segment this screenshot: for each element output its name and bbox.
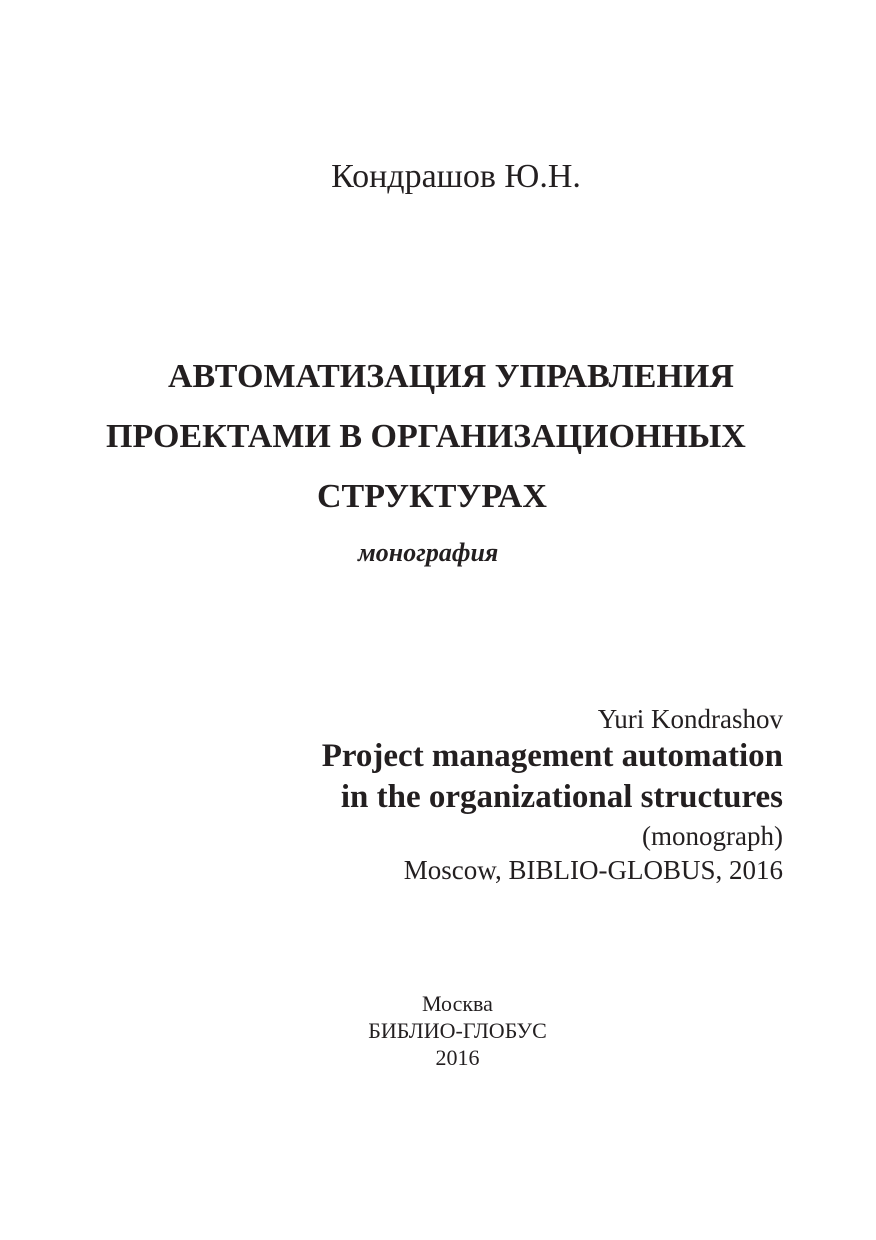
- title-en-line-1: Project management automation: [321, 738, 783, 774]
- genre-en: (monograph): [642, 821, 783, 851]
- imprint-en: Moscow, BIBLIO-GLOBUS, 2016: [403, 855, 783, 885]
- imprint-year: 2016: [435, 1045, 480, 1070]
- author-name-en: Yuri Kondrashov: [597, 704, 783, 734]
- title-ru-line-3: СТРУКТУРАХ: [317, 478, 547, 515]
- author-name-ru: Кондрашов Ю.Н.: [331, 158, 581, 195]
- genre-ru: монография: [358, 538, 499, 567]
- title-en-line-2: in the organizational structures: [340, 779, 783, 815]
- title-ru-line-2: ПРОЕКТАМИ В ОРГАНИЗАЦИОННЫХ: [106, 418, 746, 455]
- english-summary-block: [322, 702, 783, 887]
- imprint-city: Москва: [422, 991, 493, 1016]
- title-ru-line-1: АВТОМАТИЗАЦИЯ УПРАВЛЕНИЯ: [168, 358, 734, 395]
- imprint-ru: [0, 990, 876, 1071]
- imprint-publisher: БИБЛИО-ГЛОБУС: [368, 1018, 547, 1043]
